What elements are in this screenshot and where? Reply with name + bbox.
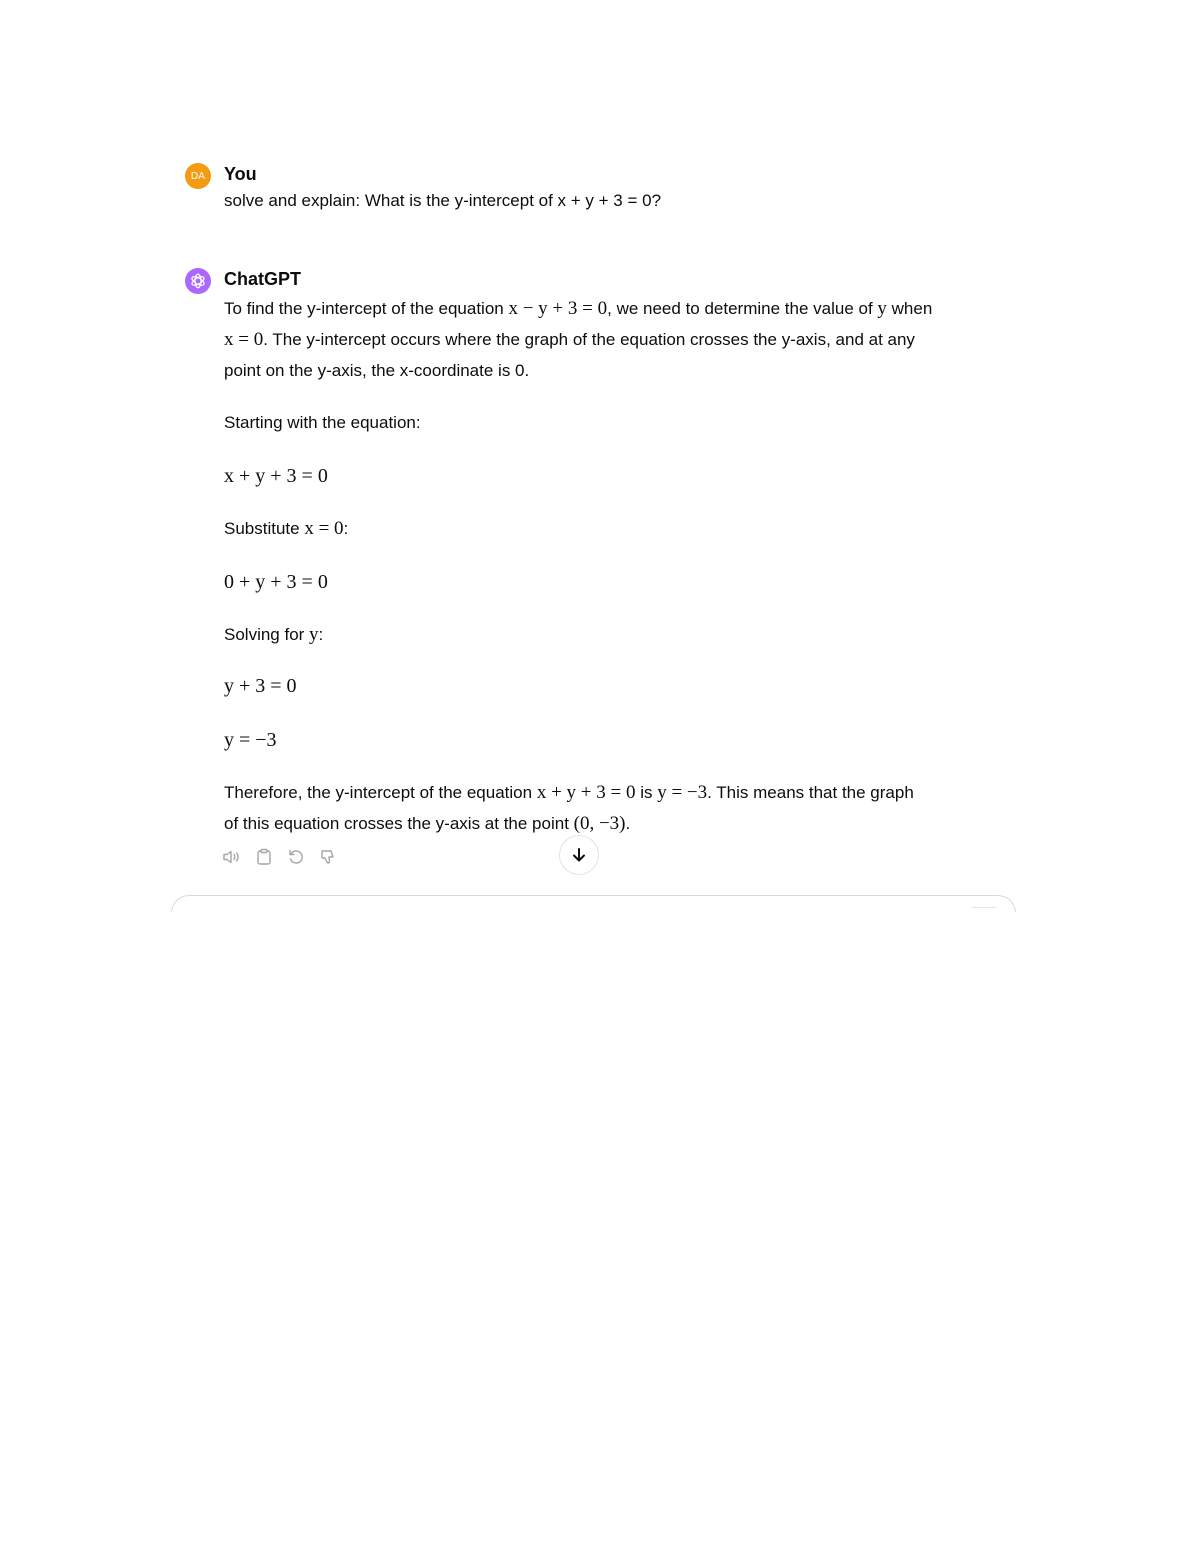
response-paragraph-2: Starting with the equation: (224, 413, 421, 432)
inline-math: y (877, 298, 887, 319)
response-paragraph-1-line-3: point on the y-axis, the x-coordinate is 0. (224, 361, 530, 380)
message-actions (222, 847, 338, 867)
inline-math: x = 0 (224, 329, 264, 350)
composer-divider (972, 907, 996, 908)
dislike-button[interactable] (318, 847, 338, 867)
user-avatar-initials: DA (190, 170, 206, 182)
thumbs-down-icon (320, 848, 336, 866)
response-paragraph-1-line-2: x = 0. The y-intercept occurs where the graph of the equation crosses the y-axis, and at any (224, 329, 915, 350)
response-paragraph-5-line-2: of this equation crosses the y-axis at the point (0, −3). (224, 813, 631, 834)
user-message-text: solve and explain: What is the y-intercept of x + y + 3 = 0? (224, 191, 662, 210)
inline-math: x + y + 3 = 0 (536, 782, 636, 803)
inline-math: x = 0 (304, 518, 344, 539)
inline-math: x − y + 3 = 0 (508, 298, 608, 319)
refresh-icon (287, 848, 305, 866)
assistant-author-name: ChatGPT (224, 269, 302, 289)
arrow-down-icon (570, 846, 588, 864)
composer-mask (160, 912, 1030, 972)
read-aloud-button[interactable] (222, 847, 242, 867)
inline-math: y = −3 (657, 782, 708, 803)
inline-math: (0, −3) (573, 813, 626, 834)
equation-4: y = −3 (224, 729, 277, 751)
response-paragraph-3: Substitute x = 0: (224, 518, 349, 539)
inline-math: y (309, 624, 319, 645)
equation-3: y + 3 = 0 (224, 675, 297, 697)
response-paragraph-1-line-1: To find the y-intercept of the equation x − y + 3 = 0, we need to determine the value of y when (224, 298, 933, 319)
clipboard-icon (256, 848, 272, 866)
openai-logo-icon (189, 272, 207, 290)
scroll-to-bottom-button[interactable] (559, 835, 599, 875)
speaker-icon (222, 849, 242, 865)
assistant-avatar (185, 268, 211, 294)
regenerate-button[interactable] (286, 847, 306, 867)
user-avatar (185, 163, 211, 189)
copy-button[interactable] (254, 847, 274, 867)
user-author-name: You (224, 164, 257, 184)
response-paragraph-4: Solving for y: (224, 624, 324, 645)
response-paragraph-5-line-1: Therefore, the y-intercept of the equation x + y + 3 = 0 is y = −3. This means that the graph (224, 782, 914, 803)
equation-2: 0 + y + 3 = 0 (224, 571, 328, 593)
equation-1: x + y + 3 = 0 (224, 465, 328, 487)
